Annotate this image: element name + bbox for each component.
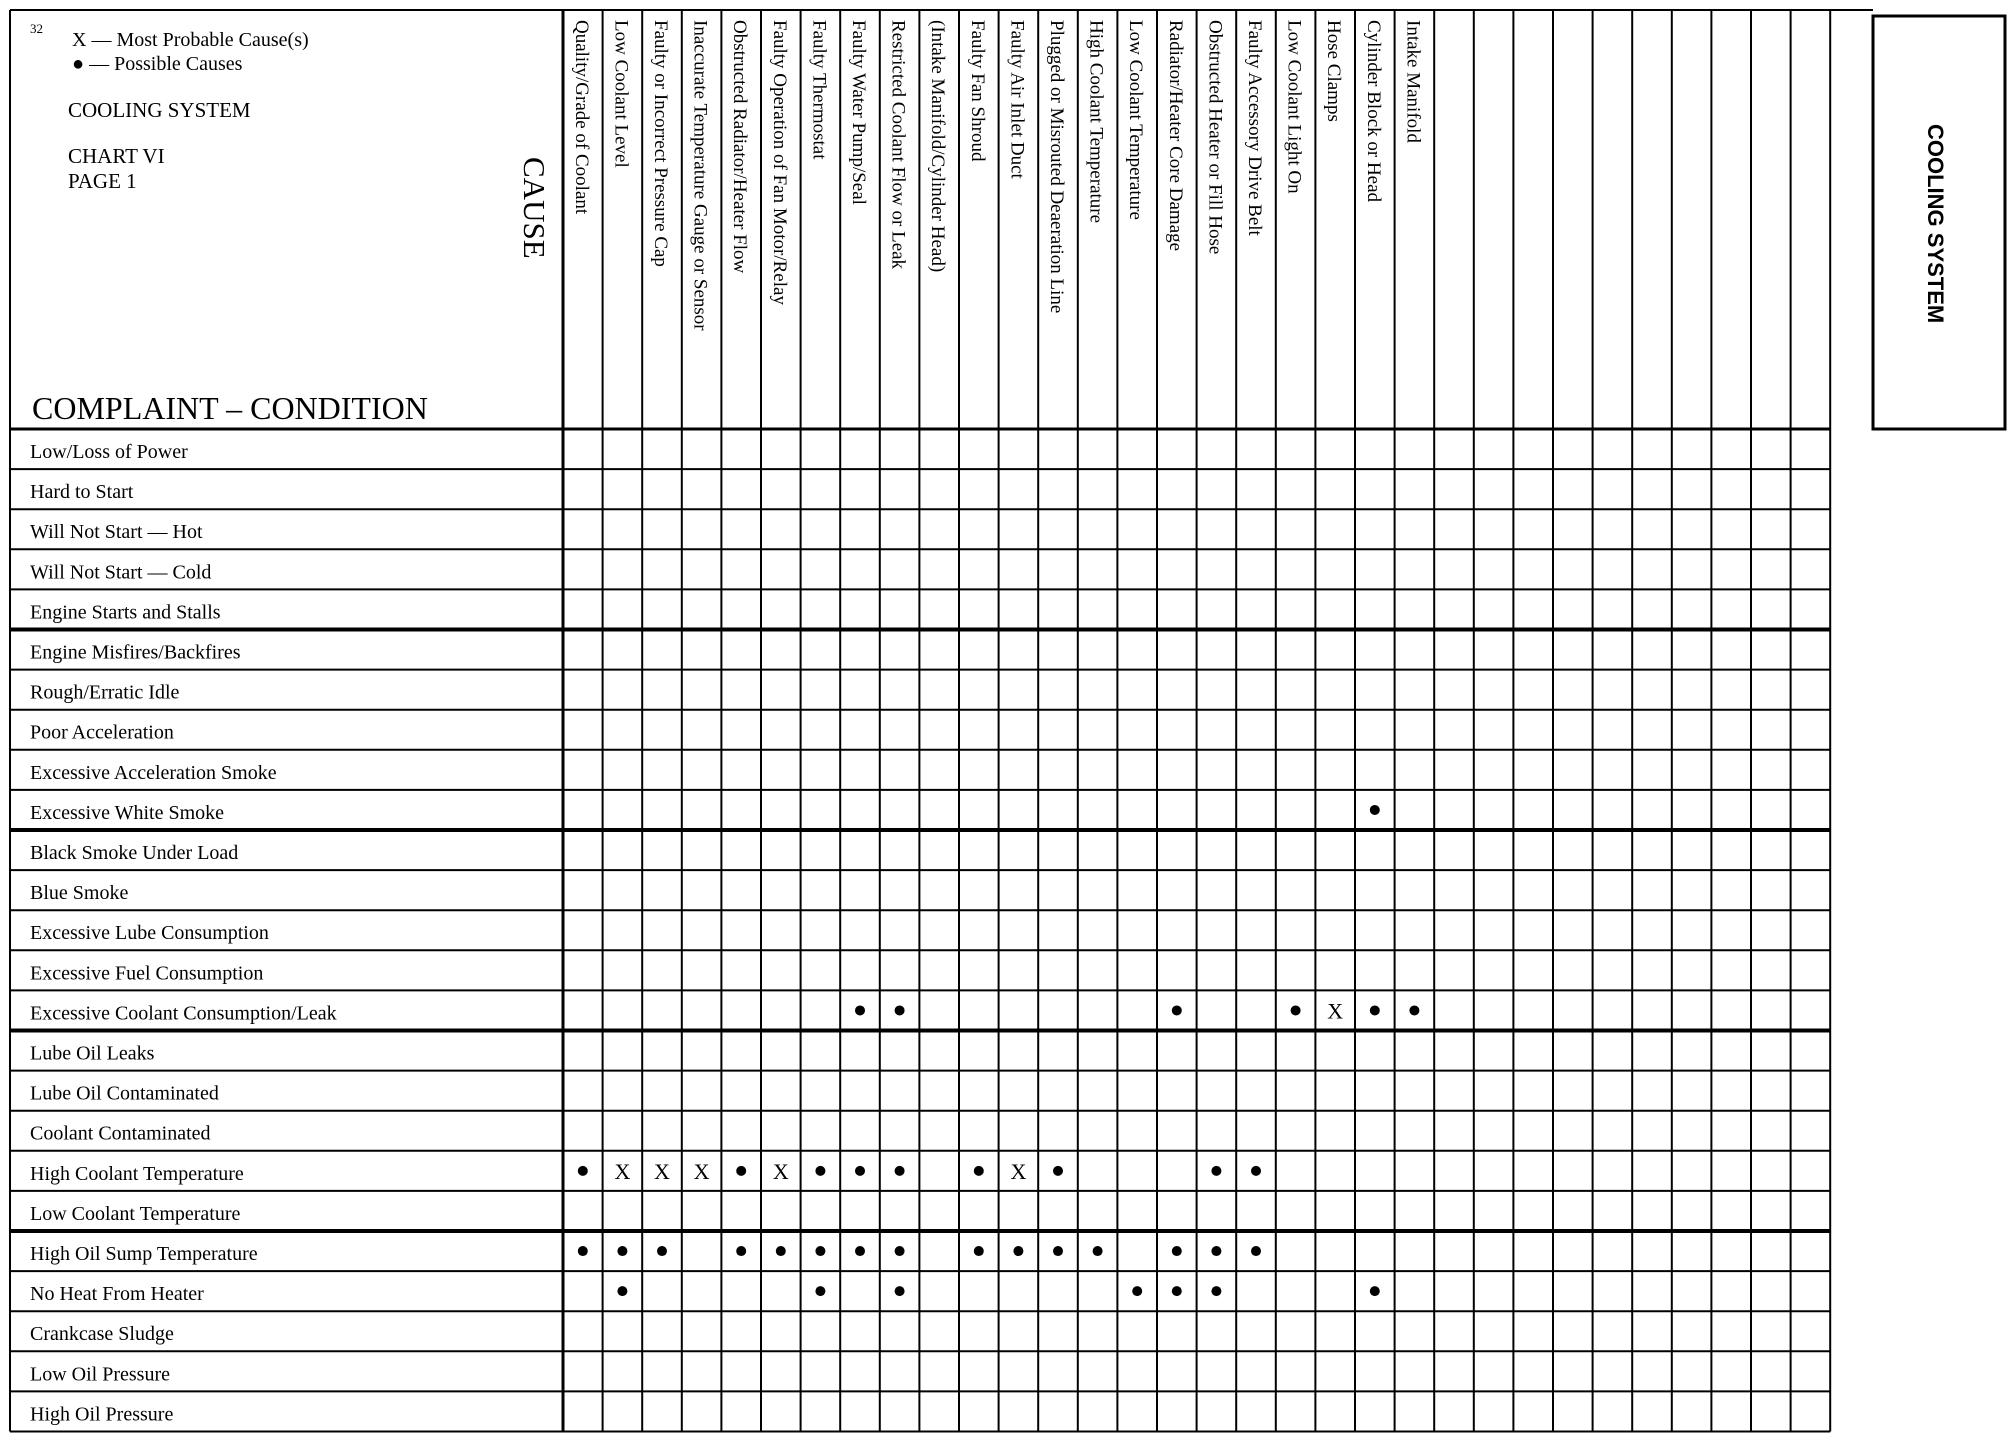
complaint-label: Engine Misfires/Backfires [30,641,241,664]
possible-cause-mark [1370,1286,1380,1296]
cause-label: Faulty or Incorrect Pressure Cap [650,20,671,267]
complaint-label: No Heat From Heater [30,1283,204,1306]
complaint-label: Will Not Start — Cold [30,561,212,584]
complaint-label: Lube Oil Contaminated [30,1082,219,1105]
cause-label: Low Coolant Level [610,20,632,168]
complaint-label: Excessive Lube Consumption [30,922,269,945]
possible-cause-mark [1211,1166,1221,1176]
complaint-label: High Oil Sump Temperature [30,1243,258,1265]
possible-cause-mark [895,1246,905,1256]
most-probable-cause-mark: X [1327,998,1344,1024]
most-probable-cause-mark: X [772,1158,789,1184]
system-title: COOLING SYSTEM [68,98,251,122]
cause-label: Inaccurate Temperature Gauge or Sensor [689,20,711,331]
possible-cause-mark [617,1286,627,1296]
possible-cause-mark [1053,1246,1063,1256]
possible-cause-mark [1172,1005,1182,1015]
cause-label: Intake Manifold [1402,20,1424,143]
cause-label: (Intake Manifold/Cylinder Head) [927,20,949,273]
chart-label: CHART VI [68,144,165,168]
cause-label: Radiator/Heater Core Damage [1164,20,1186,252]
cause-label: Faulty Water Pump/Seal [848,20,869,205]
possible-cause-mark [1370,1005,1380,1015]
most-probable-cause-mark: X [654,1158,670,1184]
possible-cause-mark [736,1166,746,1176]
possible-cause-mark [1172,1246,1182,1256]
cause-label: Plugged or Misrouted Deaeration Line [1046,20,1067,314]
possible-cause-mark [1172,1286,1182,1296]
possible-cause-mark [1251,1166,1261,1176]
complaint-label: Low Oil Pressure [30,1363,170,1386]
possible-cause-mark [736,1246,746,1256]
cause-label: Faulty Operation of Fan Motor/Relay [768,20,790,305]
side-tab-label: COOLING SYSTEM [1923,124,1948,324]
cause-label: Obstructed Radiator/Heater Flow [729,20,751,274]
most-probable-cause-mark: X [693,1158,710,1184]
complaint-label: Low/Loss of Power [30,441,188,463]
most-probable-cause-mark: X [1010,1158,1027,1184]
possible-cause-mark [1291,1005,1301,1015]
cause-label: Faulty Thermostat [808,20,830,160]
legend-possible: ● — Possible Causes [72,53,243,75]
possible-cause-mark [657,1246,667,1256]
cause-label: Restricted Coolant Flow or Leak [887,20,909,270]
most-probable-cause-mark: X [614,1158,631,1184]
possible-cause-mark [578,1166,588,1176]
possible-cause-mark [974,1246,984,1256]
complaint-label: Excessive White Smoke [30,801,225,824]
cause-label: Faulty Accessory Drive Belt [1244,20,1265,236]
complaint-label: Engine Starts and Stalls [30,601,221,624]
cause-label: Faulty Air Inlet Duct [1006,20,1028,179]
possible-cause-mark [815,1286,825,1296]
cause-label: High Coolant Temperature [1085,20,1107,224]
legend-most-probable: X — Most Probable Cause(s) [72,29,309,51]
cause-label: Low Coolant Light On [1283,20,1305,194]
complaint-label: Blue Smoke [30,882,129,905]
possible-cause-mark [1093,1246,1103,1256]
side-tab [1873,16,2005,429]
cause-header: CAUSE [517,157,552,259]
possible-cause-mark [974,1166,984,1176]
complaint-label: Poor Acceleration [30,721,174,744]
possible-cause-mark [1370,805,1380,815]
chart-header [30,21,552,426]
complaint-label: Excessive Acceleration Smoke [30,761,277,784]
possible-cause-mark [855,1005,865,1015]
possible-cause-mark [1013,1246,1023,1256]
possible-cause-mark [1409,1005,1419,1015]
possible-cause-mark [1251,1246,1261,1256]
possible-cause-mark [895,1286,905,1296]
cause-label: Faulty Fan Shroud [966,20,988,162]
complaint-label: Will Not Start — Hot [30,521,203,544]
complaint-label: Coolant Contaminated [30,1122,211,1145]
complaint-label: Crankcase Sludge [30,1323,174,1346]
possible-cause-mark [1132,1286,1142,1296]
cause-label: Hose Clamps [1323,20,1345,122]
complaint-label: Excessive Coolant Consumption/Leak [30,1002,337,1025]
page-label: PAGE 1 [68,169,137,193]
complaint-label: High Coolant Temperature [30,1162,244,1185]
possible-cause-mark [855,1166,865,1176]
possible-cause-mark [1211,1246,1221,1256]
cause-label: Obstructed Heater or Fill Hose [1204,20,1226,255]
complaint-label: Black Smoke Under Load [30,842,239,864]
possible-cause-mark [617,1246,627,1256]
complaint-label: High Oil Pressure [30,1403,174,1426]
page-number: 32 [30,21,43,36]
complaint-label: Low Coolant Temperature [30,1202,241,1225]
complaint-header: COMPLAINT – CONDITION [32,390,428,426]
possible-cause-mark [895,1005,905,1015]
complaint-label: Excessive Fuel Consumption [30,962,264,985]
possible-cause-mark [1211,1286,1221,1296]
possible-cause-mark [815,1246,825,1256]
complaint-label: Hard to Start [30,481,134,504]
possible-cause-mark [578,1246,588,1256]
complaint-label: Lube Oil Leaks [30,1042,155,1065]
cause-labels [571,20,1424,331]
possible-cause-mark [895,1166,905,1176]
possible-cause-mark [1053,1166,1063,1176]
possible-cause-mark [815,1166,825,1176]
cause-label: Low Coolant Temperature [1125,20,1147,220]
possible-cause-mark [776,1246,786,1256]
cause-label: Cylinder Block or Head [1362,20,1384,203]
cause-label: Quality/Grade of Coolant [570,20,592,215]
complaint-label: Rough/Erratic Idle [30,681,180,704]
possible-cause-mark [855,1246,865,1256]
